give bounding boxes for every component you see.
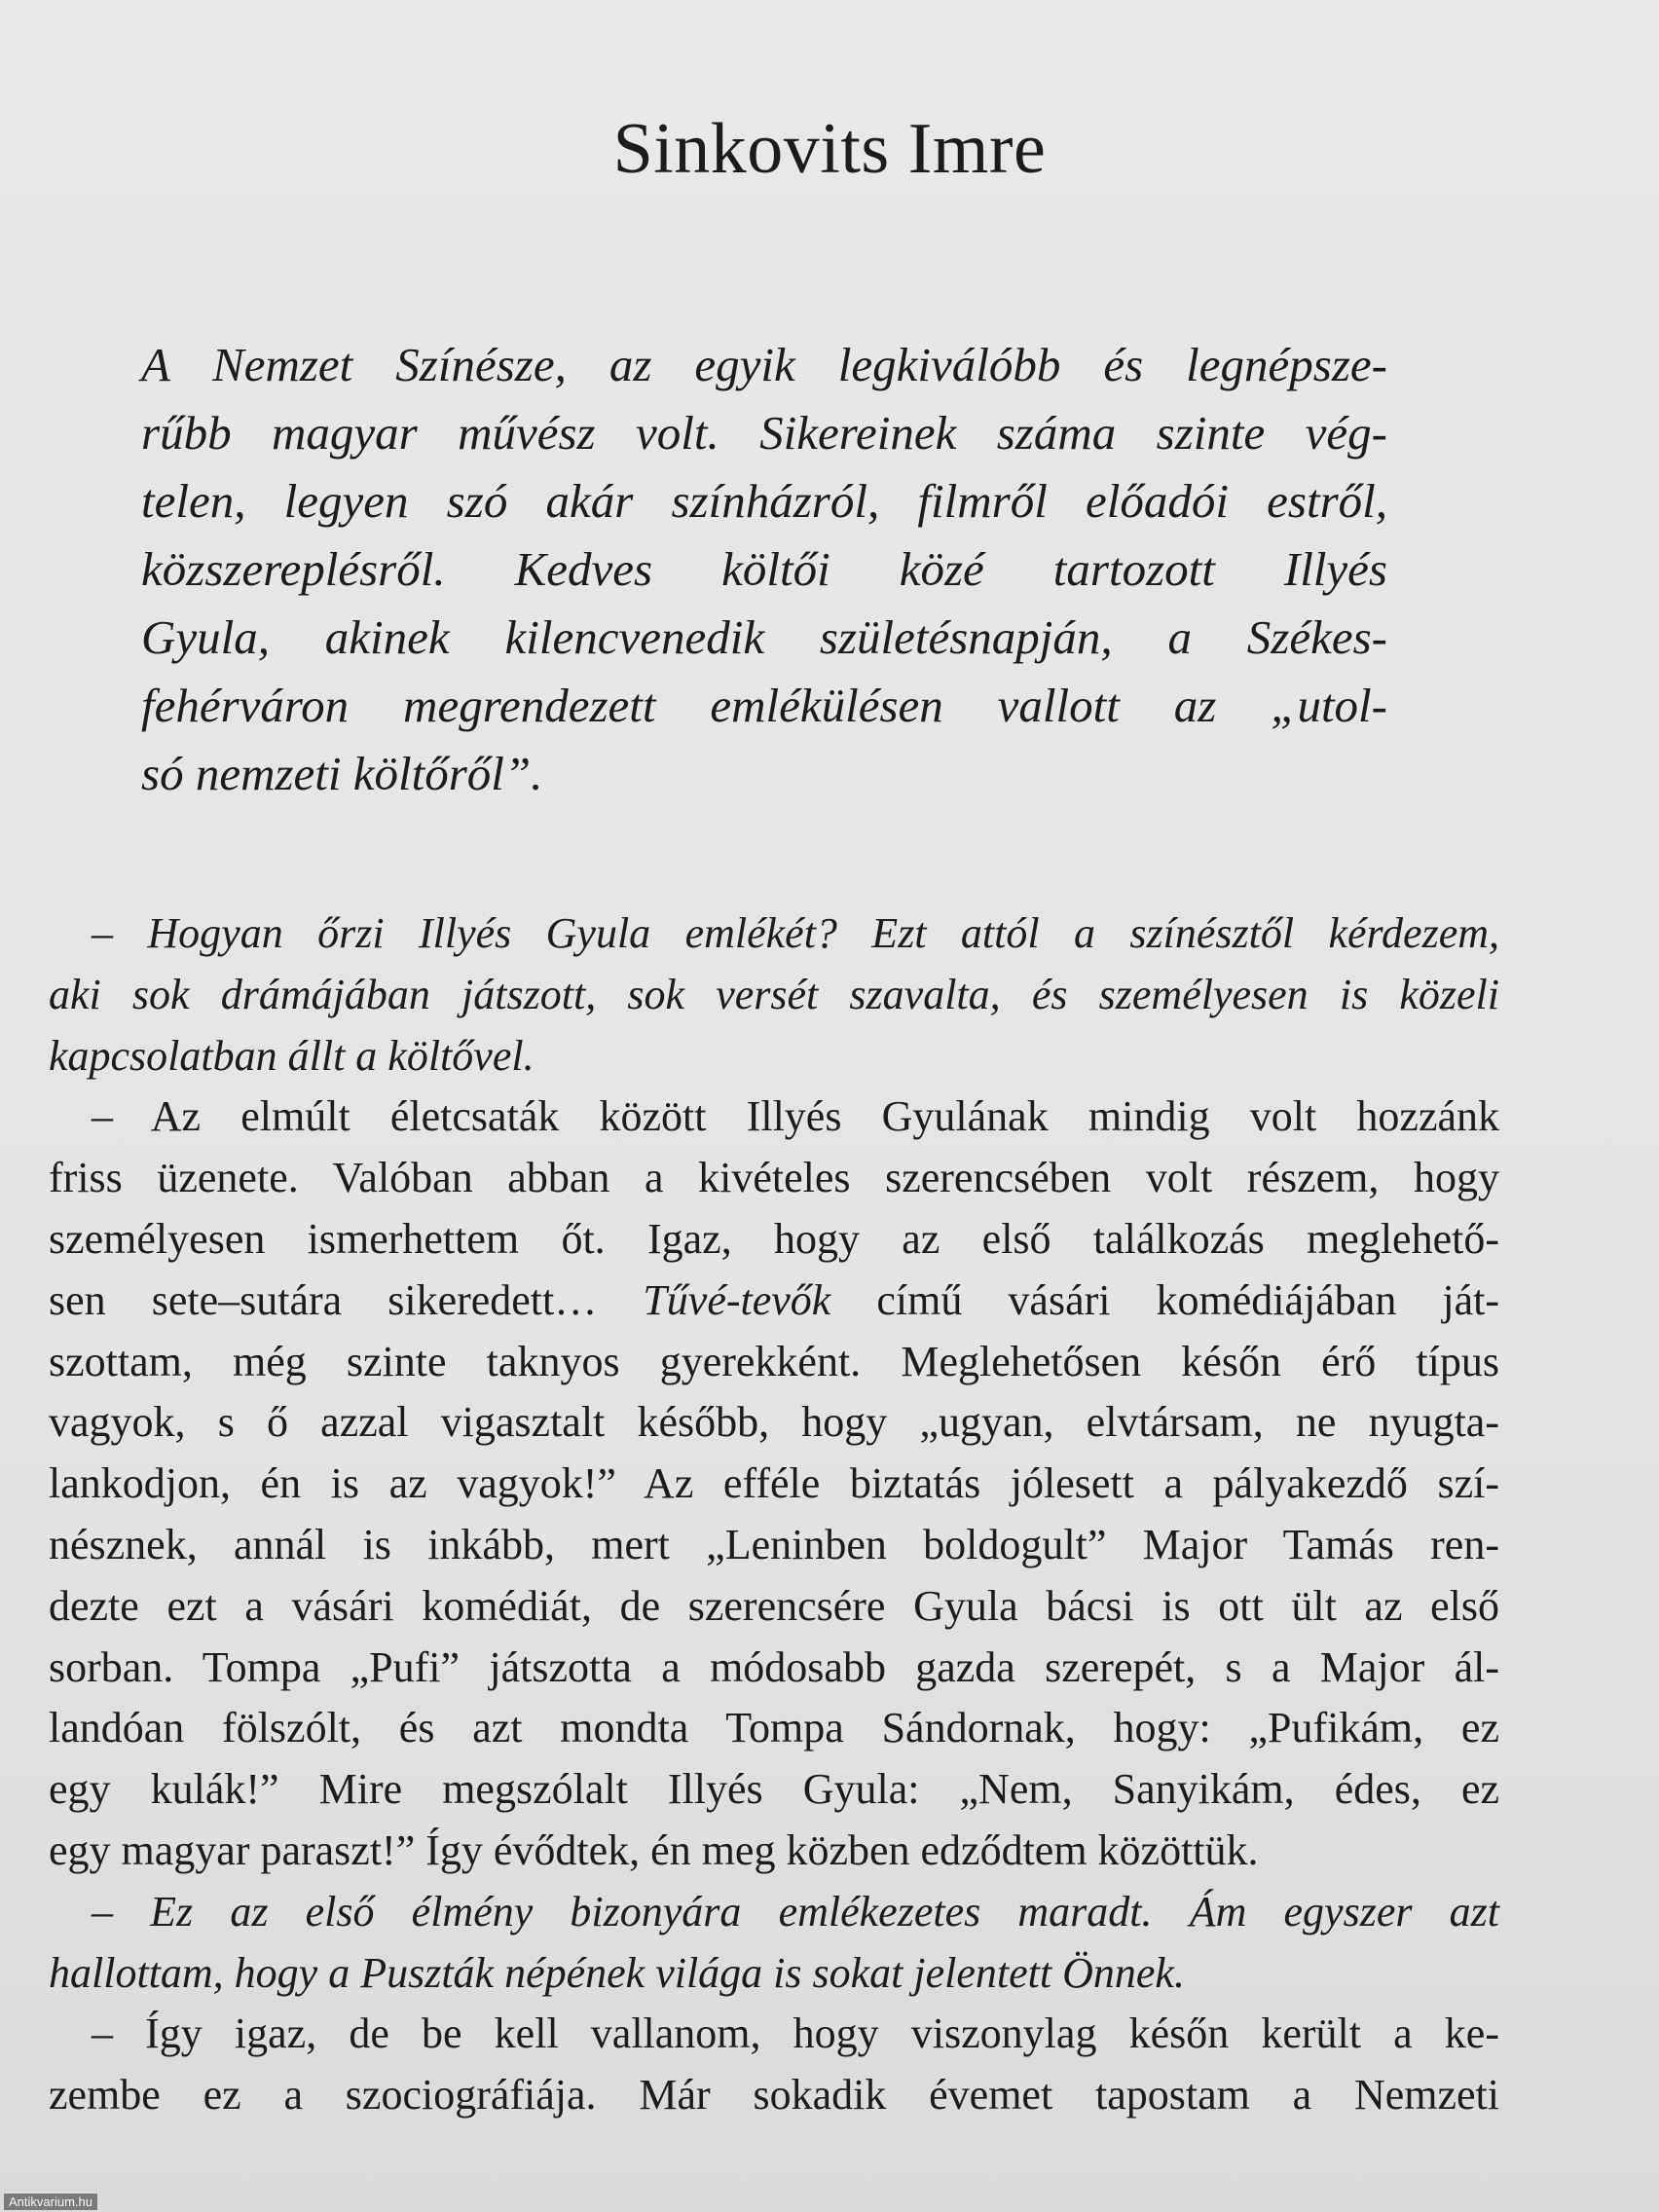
intro-line: fehérváron megrendezett emlékülésen vallott az „utol- <box>141 679 1387 732</box>
text-line: kapcsolatban állt a költővel. <box>49 1031 535 1080</box>
text-line: egy magyar paraszt!” Így évődtek, én meg közben edződtem közöttük. <box>49 1825 1259 1874</box>
text-line: – Ez az első élmény bizonyára emlékezetes maradt. Ám egyszer azt <box>92 1887 1499 1936</box>
text-line: lankodjon, én is az vagyok!” Az efféle biztatás jólesett a pályakezdő szí- <box>49 1459 1499 1508</box>
text-line: – Hogyan őrzi Illyés Gyula emlékét? Ezt attól a színésztől kérdezem, <box>92 909 1499 957</box>
text-line: dezte ezt a vásári komédiát, de szerencsére Gyula bácsi is ott ült az első <box>49 1581 1499 1630</box>
interview-text <box>49 903 1499 2126</box>
text-line: – Az elmúlt életcsaták között Illyés Gyulának mindig volt hozzánk <box>92 1092 1499 1141</box>
book-title-italic: Tűvé-tevők <box>643 1275 831 1324</box>
intro-line: rűbb magyar művész volt. Sikereinek száma szinte vég- <box>141 406 1387 460</box>
text-line: szottam, még szinte taknyos gyerekként. Meglehetősen későn érő típus <box>49 1337 1499 1385</box>
text-line: zembe ez a szociográfiája. Már sokadik évemet tapostam a Nemzeti <box>49 2071 1499 2120</box>
watermark-label: Antikvarium.hu <box>4 2194 97 2210</box>
intro-line: közszereplésről. Kedves költői közé tartozott Illyés <box>141 542 1387 596</box>
text-line: aki sok drámájában játszott, sok versét szavalta, és személyesen is közeli <box>49 970 1499 1018</box>
text-line <box>49 1271 1499 1332</box>
intro-line: A Nemzet Színésze, az egyik legkiválóbb és legnépsze- <box>141 338 1387 391</box>
text-line: nésznek, annál is inkább, mert „Leninben boldogult” Major Tamás ren- <box>49 1520 1499 1568</box>
intro-paragraph <box>141 331 1387 808</box>
intro-line: Gyula, akinek kilencvenedik születésnapján, a Székes- <box>141 610 1387 664</box>
text-line: landóan fölszólt, és azt mondta Tompa Sándornak, hogy: „Pufikám, ez <box>49 1704 1499 1752</box>
text-line: hallottam, hogy a Puszták népének világa is sokat jelentett Önnek. <box>49 1948 1185 1997</box>
text-line: – Így igaz, de be kell vallanom, hogy viszonylag későn került a ke- <box>92 2009 1499 2058</box>
page-title: Sinkovits Imre <box>612 109 1047 189</box>
intro-line: telen, legyen szó akár színházról, filmről előadói estről, <box>141 474 1387 528</box>
text-segment: című vásári komédiájában ját- <box>830 1275 1500 1324</box>
text-line: vagyok, s ő azzal vigasztalt később, hogy „ugyan, elvtársam, ne nyugta- <box>49 1398 1499 1447</box>
text-line: sorban. Tompa „Pufi” játszotta a módosabb gazda szerepét, s a Major ál- <box>49 1642 1499 1691</box>
text-line: egy kulák!” Mire megszólalt Illyés Gyula: „Nem, Sanyikám, édes, ez <box>49 1765 1499 1814</box>
intro-line: só nemzeti költőről”. <box>141 747 543 800</box>
text-line: személyesen ismerhettem őt. Igaz, hogy az első találkozás meglehető- <box>49 1214 1499 1263</box>
text-segment: sen sete–sutára sikeredett… <box>49 1275 644 1324</box>
text-line: friss üzenete. Valóban abban a kivételes szerencsében volt részem, hogy <box>49 1154 1499 1202</box>
